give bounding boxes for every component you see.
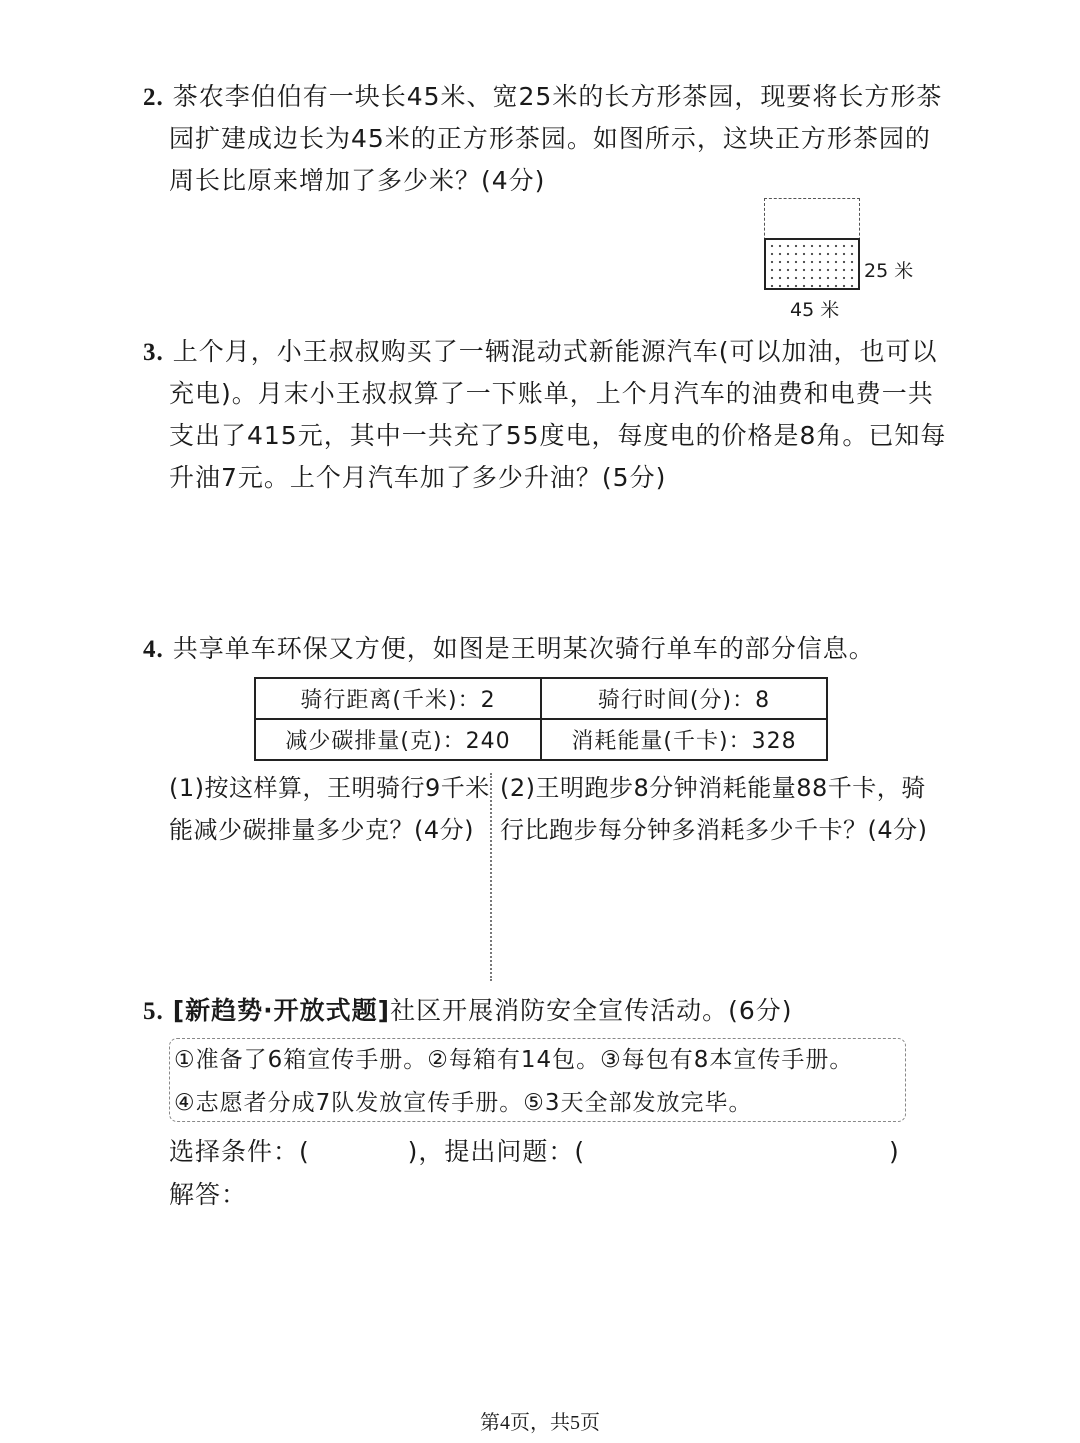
table-cell: 骑行时间(分)：8 bbox=[541, 678, 827, 719]
table-cell: 骑行距离(千米)：2 bbox=[255, 678, 541, 719]
question-3-line-1: 3. 上个月，小王叔叔购买了一辆混动式新能源汽车(可以加油，也可以 bbox=[143, 337, 938, 366]
choose-condition-line bbox=[169, 1137, 585, 1167]
question-close: ) bbox=[889, 1137, 900, 1166]
table-row bbox=[255, 719, 827, 760]
rectangle-garden bbox=[764, 238, 860, 290]
question-5-intro: 5. [新趋势·开放式题]社区开展消防安全宣传活动。(6分) bbox=[143, 996, 793, 1025]
question-4-number: 4. bbox=[143, 636, 164, 663]
table-cell: 消耗能量(千卡)：328 bbox=[541, 719, 827, 760]
question-2-number: 2. bbox=[143, 84, 164, 111]
question-4-intro: 4. 共享单车环保又方便，如图是王明某次骑行单车的部分信息。 bbox=[143, 634, 875, 663]
question-2-line-1: 2. 茶农李伯伯有一块长45米、宽25米的长方形茶园，现要将长方形茶 bbox=[143, 82, 943, 111]
width-label: 25 米 bbox=[864, 260, 914, 282]
answer-label: 解答： bbox=[169, 1180, 248, 1209]
question-2-line-2: 园扩建成边长为45米的正方形茶园。如图所示，这块正方形茶园的 bbox=[169, 124, 931, 153]
column-divider bbox=[490, 773, 492, 981]
table-row bbox=[255, 678, 827, 719]
question-4-sub1-line-1: (1)按这样算，王明骑行9千米 bbox=[169, 774, 490, 802]
question-3-number: 3. bbox=[143, 339, 164, 366]
question-4-sub1-line-2: 能减少碳排量多少克？(4分) bbox=[169, 816, 474, 844]
question-5-number: 5. bbox=[143, 998, 164, 1025]
propose-label: )，提出问题：( bbox=[407, 1137, 586, 1166]
ride-info-table bbox=[254, 677, 828, 761]
question-5-tag: [新趋势·开放式题] bbox=[172, 996, 391, 1025]
question-4-sub2-line-2: 行比跑步每分钟多消耗多少千卡？(4分) bbox=[500, 816, 928, 844]
tea-garden-figure bbox=[764, 198, 924, 320]
question-2-line-3: 周长比原来增加了多少米？(4分) bbox=[169, 166, 546, 195]
choose-label: 选择条件：( bbox=[169, 1137, 310, 1166]
conditions-line-2: ④志愿者分成7队发放宣传手册。⑤3天全部发放完毕。 bbox=[174, 1090, 753, 1116]
question-3-line-2: 充电)。月末小王叔叔算了一下账单，上个月汽车的油费和电费一共 bbox=[169, 379, 934, 408]
table-cell: 减少碳排量(克)：240 bbox=[255, 719, 541, 760]
question-3-line-3: 支出了415元，其中一共充了55度电，每度电的价格是8角。已知每 bbox=[169, 421, 947, 450]
question-3-line-4: 升油7元。上个月汽车加了多少升油？(5分) bbox=[169, 463, 667, 492]
conditions-line-1: ①准备了6箱宣传手册。②每箱有14包。③每包有8本宣传手册。 bbox=[174, 1047, 854, 1073]
page-footer: 第4页，共5页 bbox=[480, 1412, 600, 1434]
length-label: 45 米 bbox=[790, 299, 840, 321]
question-4-sub2-line-1: (2)王明跑步8分钟消耗能量88千卡，骑 bbox=[500, 774, 926, 802]
